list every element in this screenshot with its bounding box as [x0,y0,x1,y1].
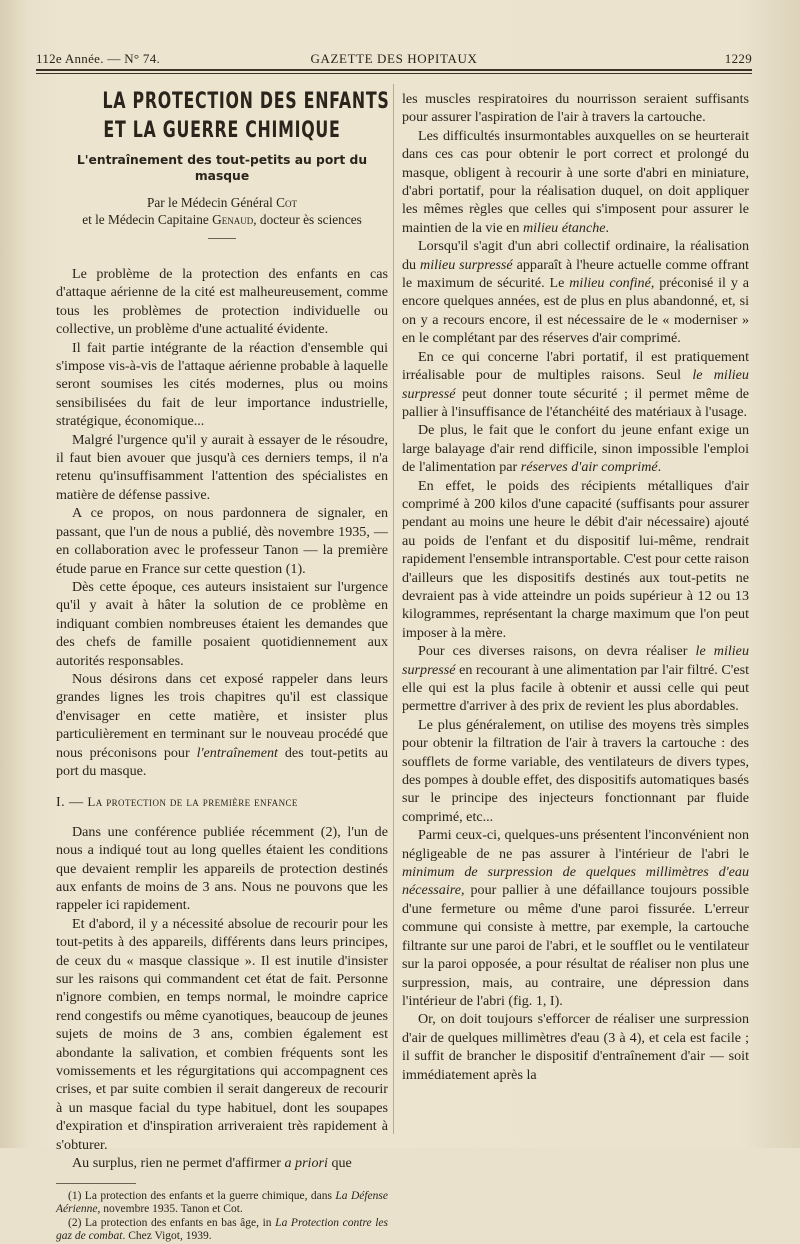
journal-title: GAZETTE DES HOPITAUX [310,51,478,66]
paragraph: En effet, le poids des récipients métalliques d'air comprimé à 200 kilos d'une capacité (suffisants pour assurer pendant au moins une heure le débit d'air nécessaire) ajouté au poids de l'enfant et du dispositif lui-même, rendrait rapidement l'ensemble intransportable. C'est pour cette raison d'ailleurs que les dispositifs destinés aux tout-petits ne devraient pas à vide atteindre un poids supérieur à 12 ou 13 kilogrammes, représentant la charge maximum que l'on peut imposer à la mère. [402,477,749,641]
text-italic: milieu confiné [569,275,651,292]
paragraph: les muscles respiratoires du nourrisson seraient suffisants pour assurer l'aspiration de l'air à travers la cartouche. [402,91,749,126]
text-italic: l'entraînement [196,744,278,761]
paragraph [402,421,749,476]
text-italic: le milieu surpressé [402,643,749,678]
text-run: apparaît à l'heure actuelle comme offrant le maximum de sécurité. Le [402,256,749,292]
text-run: des tout-petits au port du masque. [56,744,388,779]
text-italic: minimum de surpression de quelques millimètres d'eau nécessaire [402,864,749,899]
header-rule-thin [36,73,752,74]
paragraph: Le plus généralement, on utilise des moyens très simples pour obtenir la filtration de l'air à travers la cartouche : des soufflets de forme variable, des ventilateurs de divers types, des pompes à double effet, des dispositifs automatiques basés sur le principe des injecteurs fonctionnant par fluide comprimé, etc... [402,716,749,825]
paragraph: Or, on doit toujours s'efforcer de réaliser une surpression d'air de quelques millimètres d'eau (3 à 4), et cela est facile ; il suffit de brancher le dispositif d'entraînement d'air — soit immédiatement après la [402,1011,749,1083]
running-header [36,51,752,69]
text-run: (1) La protection des enfants et la guerre chimique, dans [68,1189,336,1202]
title-separator [208,238,236,239]
paragraph: Malgré l'urgence qu'il y aurait à essayer de le résoudre, il faut bien avouer que jusqu'à ces derniers temps, il n'a retenu qu'insuffisamment l'attention des spécialistes en matière de défense passive. [56,431,388,503]
text-italic: le milieu surpressé [402,367,749,402]
author1-prefix: Par le Médecin Général [146,195,277,210]
column-divider [393,84,394,1134]
author1-name: Cot [276,195,298,210]
article-title-line2: ET LA GUERRE CHIMIQUE [103,118,341,143]
text-run: Lorsqu'il s'agit d'un abri collectif ordinaire, la réalisation du [402,238,749,273]
text-run: Au surplus, rien ne permet d'affirmer [72,1155,285,1172]
paragraph [402,127,749,237]
paragraph [402,826,749,1010]
paragraph: Il fait partie intégrante de la réaction d'ensemble qui s'impose vis-à-vis de l'attaque aérienne probable à laquelle seront soumises les cités modernes, plus ou moins sensibilisées du fait de leur importance industrielle, stratégique, économique... [56,339,388,430]
page-number: 1229 [724,51,752,66]
article-subtitle: L'entraînement des tout-petits au port du masque [76,153,368,183]
text-run: peut donner toute sécurité ; il permet même de pallier à l'insuffisance de l'étanchéité des matériaux à l'usage. [402,385,749,420]
section-title: La protection de la première enfance [87,794,298,810]
right-column [402,90,749,1084]
paragraph: Dans une conférence publiée récemment (2), l'un de nous a indiqué tout au long quelles étaient les conditions que devaient remplir les appareils de protection destinés aux enfants de moins de 3 ans. Nous ne pouvons que les rappeler ici rapidement. [56,823,388,914]
paragraph [402,237,749,347]
text-run: , pour pallier à une défaillance toujours possible d'une fermeture ou même d'une paroi fissurée. L'erreur commune qui consiste à mettre, par exemple, la cartouche filtrante sur une paroi de l'abri, et le soufflet ou le ventilateur sur la paroi opposée, a pour résultat de réaliser non plus une surpression, mais, au contraire, une dépression dans l'intérieur de l'abri (fig. 1, I). [402,882,749,1009]
paragraph: Le problème de la protection des enfants en cas d'attaque aérienne de la cité est malheureusement, comme tous les problèmes de protection individuelle ou collective, un problème d'une actualité évidente. [56,266,388,338]
text-italic: La Protection contre les gaz de combat [56,1216,388,1243]
paragraph: Dès cette époque, ces auteurs insistaient sur l'urgence qu'il y avait à hâter la solution de ce problème en indiquant combien nombreuses étaient les demandes que des chefs de famille posaient quotidiennement aux autorités responsables. [56,578,388,669]
text-run: . [605,219,610,236]
paragraph [56,670,388,780]
section-number: I. — [56,794,88,811]
author-line-2 [56,211,388,228]
footnote-rule [56,1183,136,1184]
issue-number: 112e Année. — N° 74. [36,51,161,66]
text-run: Les difficultés insurmontables auxquelles on se heurterait dans ces cas pour obtenir le port correct et prolongé du masque, obligent à recourir à une sorte d'abri en miniature, d'abri portatif, pour la réalisation duquel, on doit appliquer les mêmes règles que celles qui s'imposent pour assurer le maintien de la vie en [402,127,749,236]
text-run: De plus, le fait que le confort du jeune enfant exige un large balayage d'air rend difficile, sinon impossible l'emploi de l'alimentation par [402,422,749,476]
paragraph: A ce propos, on nous pardonnera de signaler, en passant, que l'un de nous a publié, dès novembre 1935, — en collaboration avec le professeur Tanon — la première étude parue en France sur cette question (1). [56,505,388,577]
section-heading [56,793,388,811]
author2-suffix: , docteur ès sciences [253,212,362,227]
text-italic: milieu surpressé [420,256,513,273]
paragraph: Et d'abord, il y a nécessité absolue de recourir pour les tout-petits à des appareils, différents dans leurs principes, de ceux du « masque classique ». Il est inutile d'insister sur les raisons qui commandent cet état de fait. Personne n'ignore combien, en temps normal, le moindre caprice rend congestifs ou même cyanotiques, beaucoup de jeunes sujets de moins de 3 ans, combien également est abondante la salivation, et combien fréquents sont les vomissements et les régurgitations qui accompagnent ces crises, et par suite combien il serait dangereux de recourir à un masque facial du type habituel, dont les soupapes d'expiration et d'inspiration arriveraient très rapidement à s'obturer. [56,915,388,1153]
text-italic: réserves d'air comprimé [520,459,658,476]
text-run: . [657,459,662,476]
text-run: , préconisé il y a encore quelques années, est de plus en plus abandonné, et, si on y a recours encore, il est nécessaire de le « moderniser » en le complétant par des réserves d'air comprimé. [402,275,749,347]
text-italic: a priori [284,1155,328,1172]
text-run: Parmi ceux-ci, quelques-uns présentent l'inconvénient non négligeable de ne pas assurer à l'intérieur de l'abri le [402,827,749,862]
text-run: En ce qui concerne l'abri portatif, il est pratiquement irréalisable pour de multiples raisons. Seul [402,348,749,384]
paragraph [402,642,749,716]
paragraph [56,1154,388,1172]
text-run: Nous désirons dans cet exposé rappeler dans leurs grandes lignes les trois chapitres qu'il est classique d'envisager en cette matière, et insister plus particulièrement en terminant sur le nouveau procédé que nous préconisons pour [56,670,388,761]
footnote-2 [56,1217,388,1244]
text-run: , novembre 1935. Tanon et Cot. [97,1203,243,1216]
text-run: en recourant à une alimentation par l'air filtré. C'est elle qui est la plus facile à obtenir et aussi celle qui peut permettre d'arriver à des prix de revient les plus abordables. [402,661,749,715]
text-italic: milieu étanche [522,219,606,236]
text-run: (2) La protection des enfants en bas âge, in [68,1216,276,1229]
text-run: . Chez Vigot, 1939. [122,1230,212,1243]
text-italic: La Défense Aérienne [56,1189,388,1216]
left-column [56,84,388,1244]
footnote-1 [56,1190,388,1217]
author-line-1 [56,194,388,211]
article-title-line1: LA PROTECTION DES ENFANTS [102,89,390,114]
author2-prefix: et le Médecin Capitaine [82,212,213,227]
header-rule [36,69,752,71]
text-run: Pour ces diverses raisons, on devra réaliser [418,643,696,660]
paragraph [402,348,749,422]
author2-name: Genaud [212,212,254,227]
text-run: que [327,1155,352,1172]
